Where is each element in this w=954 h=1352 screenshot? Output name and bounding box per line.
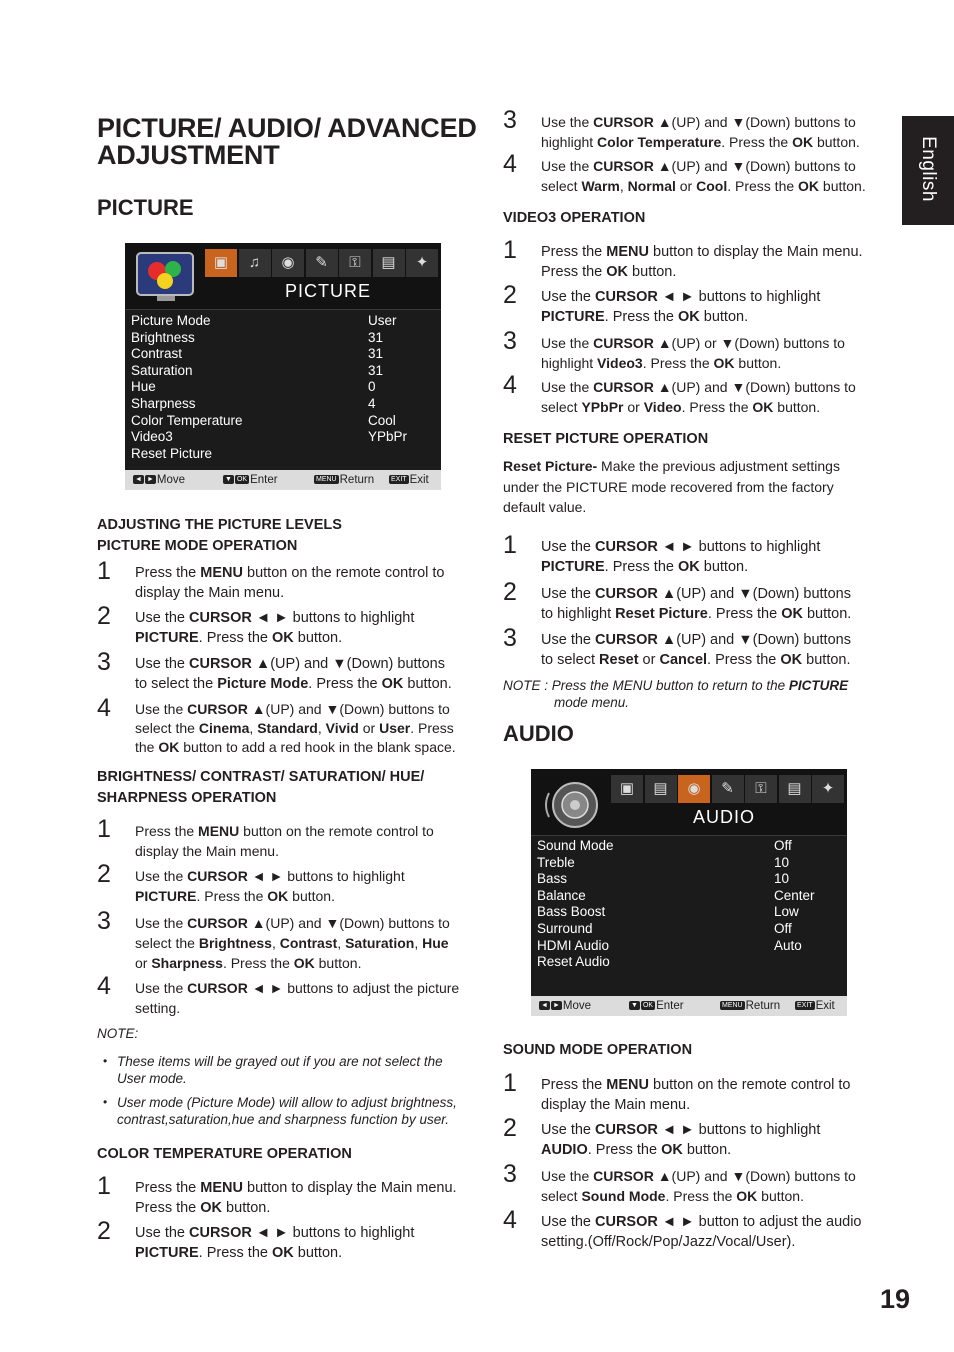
text-line: under the PICTURE mode recovered from the factory — [503, 478, 834, 495]
note-bullet — [117, 1053, 443, 1087]
text-line: Use the CURSOR ▲(UP) and ▼(Down) buttons to — [541, 114, 856, 130]
speaker-tab-icon: ◉ — [272, 249, 304, 277]
language-tab — [902, 116, 954, 225]
text-line: select the Brightness, Contrast, Saturation, Hue — [135, 935, 449, 951]
step-number: 3 — [503, 106, 517, 134]
text-line: Press the OK button. — [135, 1200, 271, 1216]
text-line: Press the MENU button to display the Main menu. — [541, 244, 863, 260]
text-line: Use the CURSOR ▲(UP) and ▼(Down) buttons to — [541, 158, 856, 174]
step-text — [541, 584, 851, 624]
right-arrow-key-icon: ► — [552, 1002, 560, 1010]
step-text — [541, 1120, 820, 1160]
step-number: 1 — [503, 236, 517, 264]
menu-row — [537, 855, 841, 872]
step-number: 3 — [503, 1160, 517, 1188]
menu-row-label: HDMI Audio — [537, 937, 610, 953]
text-line: default value. — [503, 499, 587, 515]
move-hint: ◄ ► Move — [541, 1000, 591, 1012]
audio-menu-rows — [537, 838, 841, 971]
left-arrow-key-icon: ◄ — [135, 476, 142, 484]
text-line: Press the MENU button on the remote control to — [135, 565, 445, 581]
picture-menu-rows — [131, 313, 435, 462]
text-line: highlight Color Temperature. Press the OK button. — [541, 134, 860, 150]
menu-row-value: 31 — [368, 346, 384, 362]
left-arrow-key-icon: ◄ — [541, 1002, 548, 1010]
video3-heading: VIDEO3 OPERATION — [503, 210, 646, 226]
audio-menu-screenshot — [531, 769, 847, 1016]
step-number: 1 — [97, 1172, 111, 1200]
reset-note — [503, 677, 848, 711]
step-text — [135, 654, 452, 694]
text-line: select the Cinema, Standard, Vivid or User. Press — [135, 720, 454, 736]
text-line: the OK button to add a red hook in the blank space. — [135, 739, 456, 755]
text-line: Press the MENU button on the remote control to — [541, 1077, 851, 1093]
text-line: Use the CURSOR ◄ ► buttons to adjust the picture — [135, 980, 460, 996]
text-line: Use the CURSOR ◄ ► buttons to highlight — [135, 868, 405, 884]
step-text — [541, 1212, 861, 1252]
step-number: 2 — [503, 281, 517, 309]
menu-row — [131, 396, 435, 413]
step-text — [541, 537, 820, 577]
tools-tab-icon: ✎ — [306, 249, 338, 277]
step-number: 3 — [97, 907, 111, 935]
text-line: NOTE : Press the MENU button to return to the PICTURE — [503, 678, 849, 693]
menu-row — [537, 921, 841, 938]
step-text — [541, 112, 860, 152]
text-line: User mode. — [117, 1071, 187, 1086]
menu-row-label: Bass Boost — [537, 904, 606, 920]
menu-row-label: Treble — [537, 854, 575, 870]
menu-footer — [125, 470, 441, 490]
step-number: 2 — [503, 578, 517, 606]
menu-category-tabs — [611, 775, 846, 803]
menu-row-label: Bass — [537, 871, 568, 887]
step-text — [541, 287, 820, 327]
return-hint: MENU Return — [722, 1000, 781, 1012]
text-line: PICTURE. Press the OK button. — [135, 1245, 343, 1261]
text-line: Use the CURSOR ▲(UP) and ▼(Down) buttons to — [135, 915, 450, 931]
menu-row-value: 10 — [774, 871, 790, 887]
text-line: Use the CURSOR ▲(UP) and ▼(Down) buttons to — [135, 701, 450, 717]
audio-heading: AUDIO — [503, 721, 574, 746]
menu-row-value: Low — [774, 904, 799, 920]
step-text — [541, 630, 851, 670]
text-line: Use the CURSOR ▲(UP) and ▼(Down) buttons — [541, 632, 851, 648]
menu-row-label: Brightness — [131, 329, 195, 345]
text-line: Use the CURSOR ▲(UP) and ▼(Down) buttons — [135, 656, 445, 672]
text-line: AUDIO. Press the OK button. — [541, 1142, 732, 1158]
menu-row-value: 0 — [368, 379, 376, 395]
menu-row — [537, 838, 841, 855]
menu-row-label: Reset Audio — [537, 954, 610, 970]
move-hint: ◄ ► Move — [135, 474, 185, 486]
menu-row — [131, 346, 435, 363]
menu-row-label: Contrast — [131, 346, 183, 362]
text-line: setting. — [135, 1000, 181, 1016]
menu-row — [537, 938, 841, 955]
step-number: 4 — [503, 371, 517, 399]
sound-mode-heading: SOUND MODE OPERATION — [503, 1042, 693, 1058]
audio-tab-icon: ♫ — [239, 249, 271, 277]
text-line: Use the CURSOR ▲(UP) and ▼(Down) buttons to — [541, 379, 856, 395]
text-line: Use the CURSOR ◄ ► buttons to highlight — [135, 1225, 415, 1241]
text-line: select Warm, Normal or Cool. Press the OK button. — [541, 178, 866, 194]
step-number: 2 — [97, 602, 111, 630]
exit-key-icon: EXIT — [391, 476, 407, 484]
adjusting-heading: ADJUSTING THE PICTURE LEVELS — [97, 517, 342, 533]
text-line: display the Main menu. — [541, 1097, 691, 1113]
down-arrow-key-icon: ▼ — [631, 1002, 638, 1010]
menu-row — [537, 888, 841, 905]
page-title-line-2: ADJUSTMENT — [97, 140, 280, 170]
menu-row — [131, 330, 435, 347]
menu-row — [131, 413, 435, 430]
menu-row — [131, 313, 435, 330]
step-text — [135, 866, 405, 906]
picture-heading: PICTURE — [97, 195, 194, 220]
text-line: contrast,saturation,hue and sharpness function by user. — [117, 1112, 449, 1127]
menu-footer — [531, 996, 847, 1016]
menu-row-value: 10 — [774, 854, 790, 870]
step-number: 2 — [503, 1114, 517, 1142]
step-number: 3 — [503, 624, 517, 652]
text-line: Use the CURSOR ◄ ► buttons to highlight — [541, 289, 821, 305]
menu-row-label: Reset Picture — [131, 445, 213, 461]
step-number: 4 — [503, 150, 517, 178]
step-text — [135, 978, 459, 1018]
text-line: to select Reset or Cancel. Press the OK button. — [541, 652, 851, 668]
step-number: 2 — [97, 1217, 111, 1245]
reset-picture-heading: RESET PICTURE OPERATION — [503, 431, 709, 447]
step-text — [541, 156, 866, 196]
text-line: Use the CURSOR ▲(UP) and ▼(Down) buttons — [541, 586, 851, 602]
page-number: 19 — [880, 1284, 911, 1314]
menu-row-label: Surround — [537, 920, 593, 936]
exit-hint: EXIT Exit — [797, 1000, 835, 1012]
text-line: highlight Video3. Press the OK button. — [541, 355, 782, 371]
step-number: 4 — [503, 1206, 517, 1234]
menu-row-label: Saturation — [131, 362, 193, 378]
text-line: setting.(Off/Rock/Pop/Jazz/Vocal/User). — [541, 1234, 796, 1250]
display-tab-icon: ▤ — [645, 775, 677, 803]
text-line: select YPbPr or Video. Press the OK button. — [541, 399, 821, 415]
step-text — [541, 242, 863, 282]
text-line: to select the Picture Mode. Press the OK button. — [135, 676, 452, 692]
menu-row-value: 31 — [368, 329, 384, 345]
step-text — [135, 913, 450, 973]
menu-title: PICTURE — [285, 281, 372, 301]
text-line: Press the MENU button on the remote control to — [135, 823, 434, 839]
step-text — [541, 333, 845, 373]
text-line: select Sound Mode. Press the OK button. — [541, 1188, 804, 1204]
color-temp-heading: COLOR TEMPERATURE OPERATION — [97, 1146, 352, 1162]
step-number: 4 — [97, 694, 111, 722]
menu-key-icon: MENU — [722, 1002, 743, 1010]
menu-header — [125, 243, 441, 310]
text-line: Press the MENU button to display the Main menu. — [135, 1180, 457, 1196]
step-number: 1 — [97, 557, 111, 585]
text-line: or Sharpness. Press the OK button. — [135, 955, 362, 971]
text-line: Use the CURSOR ▲(UP) and ▼(Down) buttons to — [541, 1168, 856, 1184]
ok-key-icon: OK — [642, 1002, 654, 1010]
step-text — [135, 1223, 414, 1263]
step-number: 1 — [97, 815, 111, 843]
menu-row-value: Cool — [368, 412, 396, 428]
menu-row-label: Picture Mode — [131, 313, 211, 328]
step-number: 1 — [503, 531, 517, 559]
step-text — [135, 1178, 457, 1218]
lock-tab-icon: ⚿ — [339, 249, 371, 277]
page-title-line-1: PICTURE/ AUDIO/ ADVANCED — [97, 113, 477, 143]
menu-row-value: Auto — [774, 937, 802, 953]
bcs-heading-1: BRIGHTNESS/ CONTRAST/ SATURATION/ HUE/ — [97, 769, 425, 785]
menu-row-value: 4 — [368, 395, 376, 411]
bcs-heading-2: SHARPNESS OPERATION — [97, 790, 277, 806]
menu-row-value: Center — [774, 887, 815, 903]
text-line: display the Main menu. — [135, 585, 285, 601]
right-arrow-key-icon: ► — [146, 476, 154, 484]
text-line: PICTURE. Press the OK button. — [135, 888, 335, 904]
settings-tab-icon: ✦ — [812, 775, 844, 803]
text-line: Use the CURSOR ◄ ► buttons to highlight — [541, 539, 821, 555]
text-line: PICTURE. Press the OK button. — [541, 309, 749, 325]
step-text — [135, 608, 414, 648]
menu-row — [537, 871, 841, 888]
step-text — [541, 1166, 856, 1206]
reset-description — [503, 456, 840, 518]
step-number: 3 — [97, 648, 111, 676]
text-line: to highlight Reset Picture. Press the OK button. — [541, 606, 852, 622]
exit-hint: EXIT Exit — [391, 474, 429, 486]
menu-row — [537, 904, 841, 921]
text-line: • User mode (Picture Mode) will allow to adjust brightness, — [117, 1095, 457, 1110]
text-line: Use the CURSOR ◄ ► buttons to highlight — [541, 1122, 821, 1138]
menu-row-value: YPbPr — [368, 429, 408, 445]
exit-key-icon: EXIT — [797, 1002, 813, 1010]
menu-header — [531, 769, 847, 836]
step-number: 3 — [503, 327, 517, 355]
menu-row — [131, 429, 435, 446]
text-line: Use the CURSOR ◄ ► button to adjust the audio — [541, 1214, 862, 1230]
text-line: PICTURE. Press the OK button. — [135, 630, 343, 646]
menu-row — [537, 954, 841, 971]
tv-picture-icon — [133, 249, 199, 305]
note-bullet — [117, 1094, 457, 1128]
menu-row-label: Sound Mode — [537, 838, 614, 853]
menu-row-label: Sharpness — [131, 395, 196, 411]
enter-hint: ▼ OK Enter — [631, 1000, 684, 1012]
text-line: PICTURE. Press the OK button. — [541, 559, 749, 575]
step-number: 1 — [503, 1069, 517, 1097]
step-text — [135, 700, 456, 757]
picture-tab-icon: ▣ — [611, 775, 643, 803]
step-text — [541, 377, 856, 417]
menu-title: AUDIO — [693, 807, 756, 827]
menu-row-value: User — [368, 313, 397, 328]
menu-row-value: 31 — [368, 362, 384, 378]
menu-row-value: Off — [774, 920, 792, 936]
text-line: Use the CURSOR ◄ ► buttons to highlight — [135, 610, 415, 626]
page-title — [97, 115, 477, 169]
text-line: • These items will be grayed out if you are not select the — [117, 1054, 443, 1069]
text-line: Reset Picture- Make the previous adjustment settings — [503, 458, 840, 474]
language-tab-label: English — [918, 136, 939, 202]
return-hint: MENU Return — [316, 474, 375, 486]
speaker-audio-icon — [539, 775, 605, 831]
audio-tab-icon: ◉ — [678, 775, 710, 803]
text-line: Use the CURSOR ▲(UP) or ▼(Down) buttons to — [541, 335, 845, 351]
menu-key-icon: MENU — [316, 476, 337, 484]
tools-tab-icon: ✎ — [712, 775, 744, 803]
down-arrow-key-icon: ▼ — [225, 476, 232, 484]
text-line: Press the OK button. — [541, 264, 677, 280]
menu-row-label: Video3 — [131, 429, 173, 445]
channel-tab-icon: ▤ — [373, 249, 405, 277]
text-line: display the Main menu. — [135, 843, 279, 859]
picture-tab-icon: ▣ — [205, 249, 237, 277]
menu-row — [131, 363, 435, 380]
menu-row-label: Color Temperature — [131, 412, 243, 428]
channel-tab-icon: ▤ — [779, 775, 811, 803]
step-text — [135, 563, 445, 603]
note-label: NOTE: — [97, 1026, 139, 1041]
lock-tab-icon: ⚿ — [745, 775, 777, 803]
step-text — [135, 821, 434, 861]
enter-hint: ▼ OK Enter — [225, 474, 278, 486]
step-number: 2 — [97, 860, 111, 888]
menu-row-label: Balance — [537, 887, 586, 903]
settings-tab-icon: ✦ — [406, 249, 438, 277]
picture-menu-screenshot — [125, 243, 441, 490]
menu-row — [131, 446, 435, 463]
menu-row-value: Off — [774, 838, 792, 853]
menu-category-tabs — [205, 249, 440, 277]
ok-key-icon: OK — [236, 476, 248, 484]
picture-mode-heading: PICTURE MODE OPERATION — [97, 538, 298, 554]
step-text — [541, 1075, 851, 1115]
menu-row-label: Hue — [131, 379, 156, 395]
step-number: 4 — [97, 972, 111, 1000]
text-line: mode menu. — [554, 695, 630, 710]
menu-row — [131, 379, 435, 396]
